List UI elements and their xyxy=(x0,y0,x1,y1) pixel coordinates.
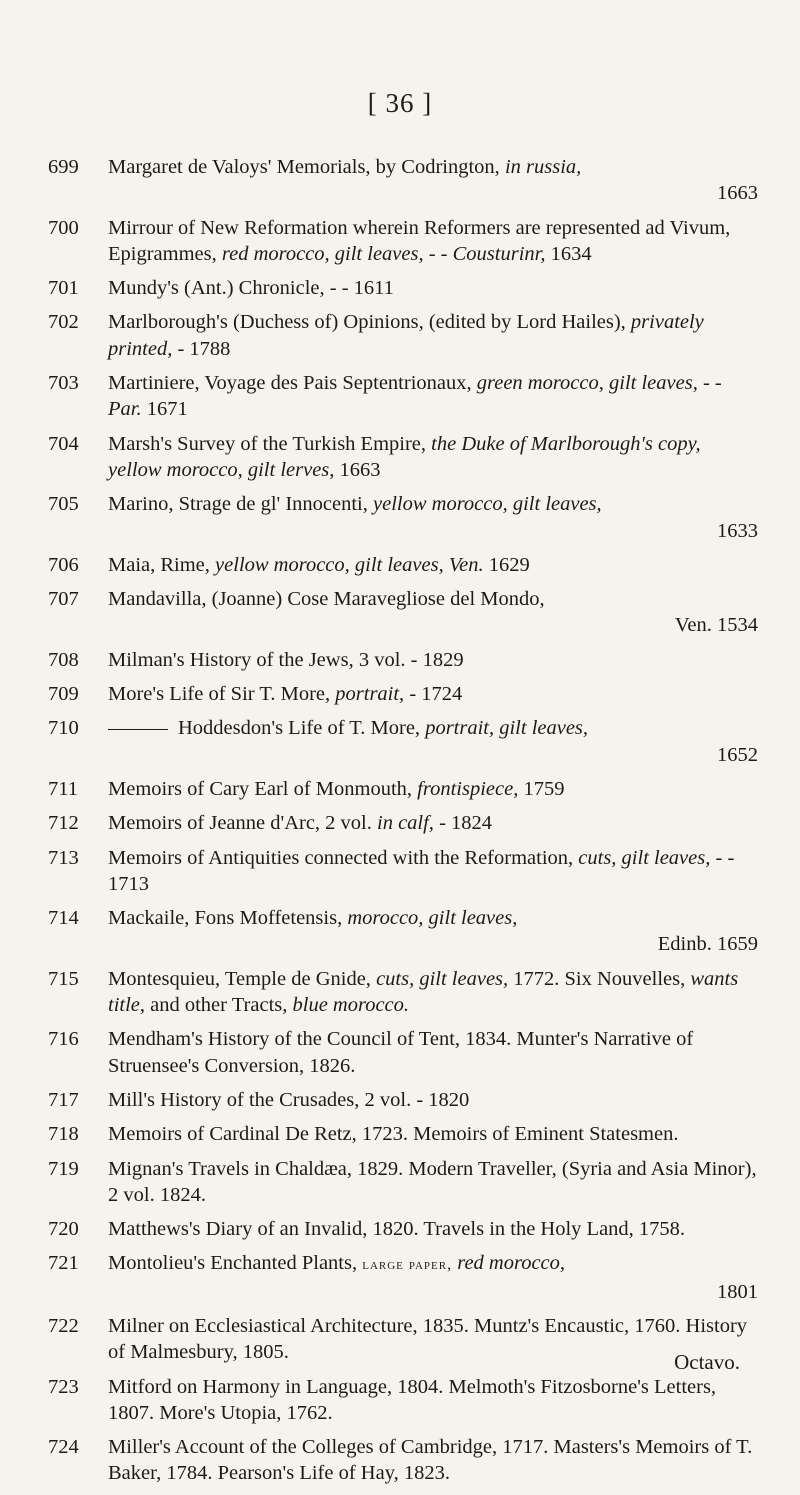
entry-number: 700 xyxy=(48,216,79,239)
entry-text: - 1724 xyxy=(404,683,463,706)
entry-text: red morocco, xyxy=(457,1252,566,1275)
entry-text: Par. xyxy=(108,398,142,421)
entry-number: 701 xyxy=(48,277,79,300)
catalogue-entry xyxy=(48,681,758,707)
catalogue-entry xyxy=(48,552,758,578)
entry-text: Montesquieu, Temple de Gnide, xyxy=(108,967,377,990)
entry-text: - 1788 xyxy=(172,337,231,360)
catalogue-entry xyxy=(48,309,758,362)
entry-number: 707 xyxy=(48,588,79,611)
entry-text: yellow morocco, gilt leaves, xyxy=(373,493,602,516)
catalogue-entry xyxy=(48,491,758,544)
catalogue-entry xyxy=(48,845,758,898)
entry-text: Mundy's (Ant.) Chronicle, - - 1611 xyxy=(108,277,394,300)
entry-text: Mirrour of New Reformation wherein Reformers are represented ad Vivum, Epigrammes, xyxy=(108,216,731,265)
entry-text: Montolieu's Enchanted Plants, xyxy=(108,1252,363,1275)
entry-text: cuts, gilt leaves, xyxy=(578,846,711,869)
entry-number: 702 xyxy=(48,311,79,334)
entry-text: Mendham's History of the Council of Tent, 1834. Munter's Narrative of Struensee's Conversion, 1826. xyxy=(108,1028,694,1077)
entry-text: Mignan's Travels in Chaldæa, 1829. Modern Traveller, (Syria and Asia Minor), 2 vol. 1824. xyxy=(108,1157,757,1206)
entry-text: Hoddesdon's Life of T. More, xyxy=(178,717,426,740)
entry-text: cuts, gilt leaves, xyxy=(376,967,509,990)
entry-text: in calf, xyxy=(377,812,434,835)
entry-text: Ven. xyxy=(448,553,484,576)
entry-text: morocco, gilt leaves, xyxy=(347,907,518,930)
catalogue-entry xyxy=(48,647,758,673)
entry-number: 724 xyxy=(48,1436,79,1459)
entry-date: Edinb. 1659 xyxy=(657,933,758,956)
entry-text: More's Life of Sir T. More, xyxy=(108,683,336,706)
entry-date: 1633 xyxy=(717,519,758,542)
entry-text: Memoirs of Cary Earl of Monmouth, xyxy=(108,777,418,800)
entry-number: 705 xyxy=(48,493,79,516)
entry-text: and other Tracts, xyxy=(145,994,293,1017)
entry-text: Miller's Account of the Colleges of Cambridge, 1717. Masters's Memoirs of T. Baker, 1784. Pearson's Life of Hay, 1823. xyxy=(108,1436,753,1485)
entry-number: 717 xyxy=(48,1088,79,1111)
entry-number: 722 xyxy=(48,1314,79,1337)
entry-number: 712 xyxy=(48,812,79,835)
catalogue-entries xyxy=(48,154,758,1495)
catalogue-entry xyxy=(48,715,758,768)
entry-text: Mill's History of the Crusades, 2 vol. - 1820 xyxy=(108,1088,470,1111)
entry-text: - - xyxy=(423,242,453,265)
catalogue-entry xyxy=(48,905,758,958)
catalogue-entry xyxy=(48,776,758,802)
entry-text: 1663 xyxy=(334,458,381,481)
entry-number: 713 xyxy=(48,846,79,869)
catalogue-entry xyxy=(48,1250,758,1305)
entry-text: 1671 xyxy=(141,398,188,421)
catalogue-entry xyxy=(48,370,758,423)
entry-date: 1663 xyxy=(717,182,758,205)
catalogue-entry xyxy=(48,586,758,639)
entry-text: 1629 xyxy=(483,553,530,576)
entry-number: 718 xyxy=(48,1123,79,1146)
catalogue-entry xyxy=(48,1374,758,1427)
entry-text: Marsh's Survey of the Turkish Empire, xyxy=(108,432,432,455)
entry-text: - 1824 xyxy=(433,812,493,835)
entry-text: wants title, xyxy=(108,967,739,1017)
entry-number: 719 xyxy=(48,1157,79,1180)
catalogue-entry xyxy=(48,1087,758,1113)
entry-text: 1634 xyxy=(545,242,592,265)
entry-number: 706 xyxy=(48,553,79,576)
entry-text: in russia, xyxy=(504,156,582,178)
entry-text: 1759 xyxy=(518,777,565,800)
catalogue-entry xyxy=(48,215,758,268)
entry-text: Milner on Ecclesiastical Architecture, 1835. Muntz's Encaustic, 1760. History of Malmesbury, 1805. xyxy=(108,1314,748,1364)
catalogue-entry xyxy=(48,1026,758,1079)
entry-text: blue morocco. xyxy=(292,994,410,1017)
entry-text: red morocco, gilt leaves, xyxy=(221,242,424,265)
entry-text: Memoirs of Cardinal De Retz, 1723. Memoirs of Eminent Statesmen. xyxy=(108,1123,679,1146)
entry-number: 711 xyxy=(48,777,78,800)
catalogue-entry xyxy=(48,431,758,484)
catalogue-entry xyxy=(48,1121,758,1147)
entry-number: 704 xyxy=(48,432,79,455)
page-number-header: [ 36 ] xyxy=(367,88,433,118)
entry-text: Marlborough's (Duchess of) Opinions, (edited by Lord Hailes), xyxy=(108,311,631,334)
entry-date: Ven. 1534 xyxy=(674,614,758,637)
entry-text: Marino, Strage de gl' Innocenti, xyxy=(108,493,373,516)
entry-text: Mackaile, Fons Moffetensis, xyxy=(108,907,348,930)
entry-text: 1772. Six Nouvelles, xyxy=(508,967,691,990)
catalogue-entry xyxy=(48,154,758,207)
entry-text: Margaret de Valoys' Memorials, by Codrington, xyxy=(108,156,505,178)
catalogue-entry xyxy=(48,1313,758,1366)
entry-text: the Duke of Marlborough's copy, yellow morocco, gilt lerves, xyxy=(108,432,701,481)
entry-number: 710 xyxy=(48,717,79,740)
entry-text: Milman's History of the Jews, 3 vol. - 1829 xyxy=(108,648,464,671)
entry-text: Mandavilla, (Joanne) Cose Maravegliose del Mondo, xyxy=(108,588,545,611)
entry-date: 1652 xyxy=(717,743,758,766)
entry-text: Matthews's Diary of an Invalid, 1820. Travels in the Holy Land, 1758. xyxy=(108,1218,686,1241)
entry-text: green morocco, gilt leaves, xyxy=(476,372,698,395)
catalogue-entry xyxy=(48,275,758,301)
entry-text: Mitford on Harmony in Language, 1804. Melmoth's Fitzosborne's Letters, 1807. More's Utopia, 1762. xyxy=(108,1375,717,1424)
catalogue-entry xyxy=(48,810,758,836)
entry-text: portrait, gilt leaves, xyxy=(425,717,589,740)
entry-number: 708 xyxy=(48,648,79,671)
entry-text: Martiniere, Voyage des Pais Septentrionaux, xyxy=(108,372,477,395)
entry-number: 699 xyxy=(48,156,79,178)
catalogue-entry xyxy=(48,1156,758,1209)
entry-text: large paper, xyxy=(362,1256,453,1274)
entry-number: 720 xyxy=(48,1218,79,1241)
entry-number: 715 xyxy=(48,967,79,990)
entry-text: Cousturinr, xyxy=(452,242,546,265)
entry-number: 709 xyxy=(48,683,79,706)
catalogue-entry xyxy=(48,966,758,1019)
entry-number: 716 xyxy=(48,1028,79,1051)
entry-text: Maia, Rime, xyxy=(108,553,216,576)
ditto-dash xyxy=(108,729,168,730)
entry-text: yellow morocco, gilt leaves, xyxy=(215,553,444,576)
entry-text: Memoirs of Jeanne d'Arc, 2 vol. xyxy=(108,812,377,835)
entry-text: - - 1713 xyxy=(108,846,735,895)
entry-text: portrait, xyxy=(335,683,405,706)
entry-text: frontispiece, xyxy=(417,777,519,800)
catalogue-entry xyxy=(48,1434,758,1487)
entry-text: privately printed, xyxy=(108,311,704,360)
entry-text: - - xyxy=(697,372,722,395)
entry-text: Memoirs of Antiquities connected with the Reformation, xyxy=(108,846,579,869)
catalogue-entry xyxy=(48,1216,758,1242)
entry-number: 723 xyxy=(48,1375,79,1398)
entry-date: 1801 xyxy=(717,1280,758,1303)
section-footer: Octavo. xyxy=(674,1350,740,1374)
entry-number: 721 xyxy=(48,1252,79,1275)
entry-number: 714 xyxy=(48,907,79,930)
entry-number: 703 xyxy=(48,372,79,395)
